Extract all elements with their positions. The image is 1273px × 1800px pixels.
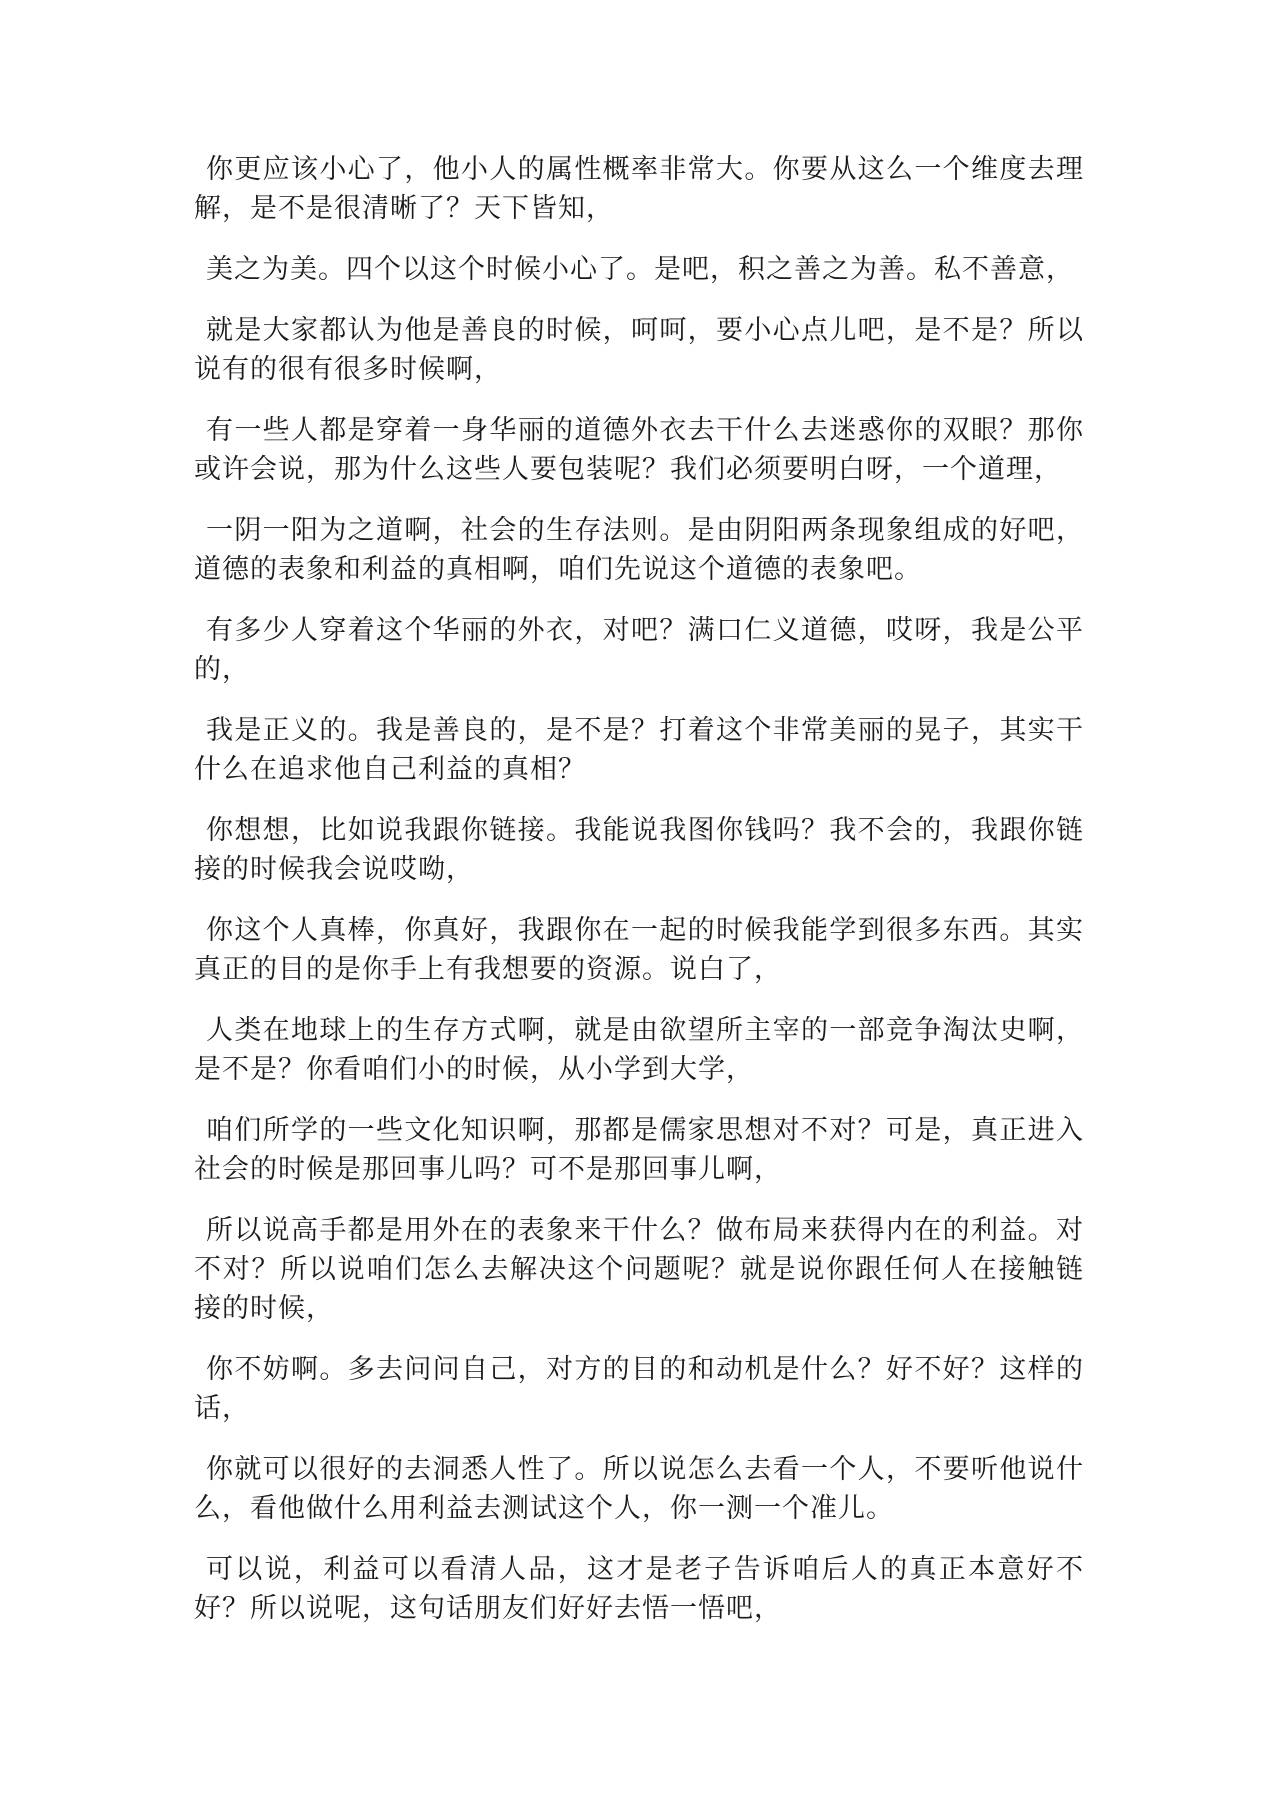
paragraph: 人类在地球上的生存方式啊，就是由欲望所主宰的一部竞争淘汰史啊，是不是？你看咱们小的时候，从小学到大学，: [194, 1015, 1084, 1085]
paragraph: 我是正义的。我是善良的，是不是？打着这个非常美丽的晃子，其实干什么在追求他自己利益的真相？: [194, 715, 1084, 785]
paragraph: 美之为美。四个以这个时候小心了。是吧，积之善之为善。私不善意，: [206, 254, 1074, 285]
paragraph: 有多少人穿着这个华丽的外衣，对吧？满口仁义道德，哎呀，我是公平的，: [194, 615, 1084, 685]
paragraph: 你就可以很好的去洞悉人性了。所以说怎么去看一个人，不要听他说什么，看他做什么用利益去测试这个人，你一测一个准儿。: [194, 1454, 1084, 1524]
document-body: [194, 150, 1084, 1650]
paragraph: 所以说高手都是用外在的表象来干什么？做布局来获得内在的利益。对不对？所以说咱们怎么去解决这个问题呢？就是说你跟任何人在接触链接的时候，: [194, 1215, 1084, 1324]
paragraph: 就是大家都认为他是善良的时候，呵呵，要小心点儿吧，是不是？所以说有的很有很多时候啊，: [194, 315, 1084, 385]
paragraph: 你不妨啊。多去问问自己，对方的目的和动机是什么？好不好？这样的话，: [194, 1354, 1084, 1424]
paragraph: 可以说，利益可以看清人品，这才是老子告诉咱后人的真正本意好不好？所以说呢，这句话朋友们好好去悟一悟吧，: [194, 1554, 1084, 1624]
paragraph: 有一些人都是穿着一身华丽的道德外衣去干什么去迷惑你的双眼？那你或许会说，那为什么这些人要包装呢？我们必须要明白呀，一个道理，: [194, 415, 1084, 485]
paragraph: 你更应该小心了，他小人的属性概率非常大。你要从这么一个维度去理解，是不是很清晰了？天下皆知，: [194, 154, 1084, 224]
paragraph: 你这个人真棒，你真好，我跟你在一起的时候我能学到很多东西。其实真正的目的是你手上有我想要的资源。说白了，: [194, 915, 1084, 985]
paragraph: 你想想，比如说我跟你链接。我能说我图你钱吗？我不会的，我跟你链接的时候我会说哎呦，: [194, 815, 1084, 885]
paragraph: 一阴一阳为之道啊，社会的生存法则。是由阴阳两条现象组成的好吧，道德的表象和利益的真相啊，咱们先说这个道德的表象吧。: [194, 515, 1084, 585]
paragraph: 咱们所学的一些文化知识啊，那都是儒家思想对不对？可是，真正进入社会的时候是那回事儿吗？可不是那回事儿啊，: [194, 1115, 1084, 1185]
